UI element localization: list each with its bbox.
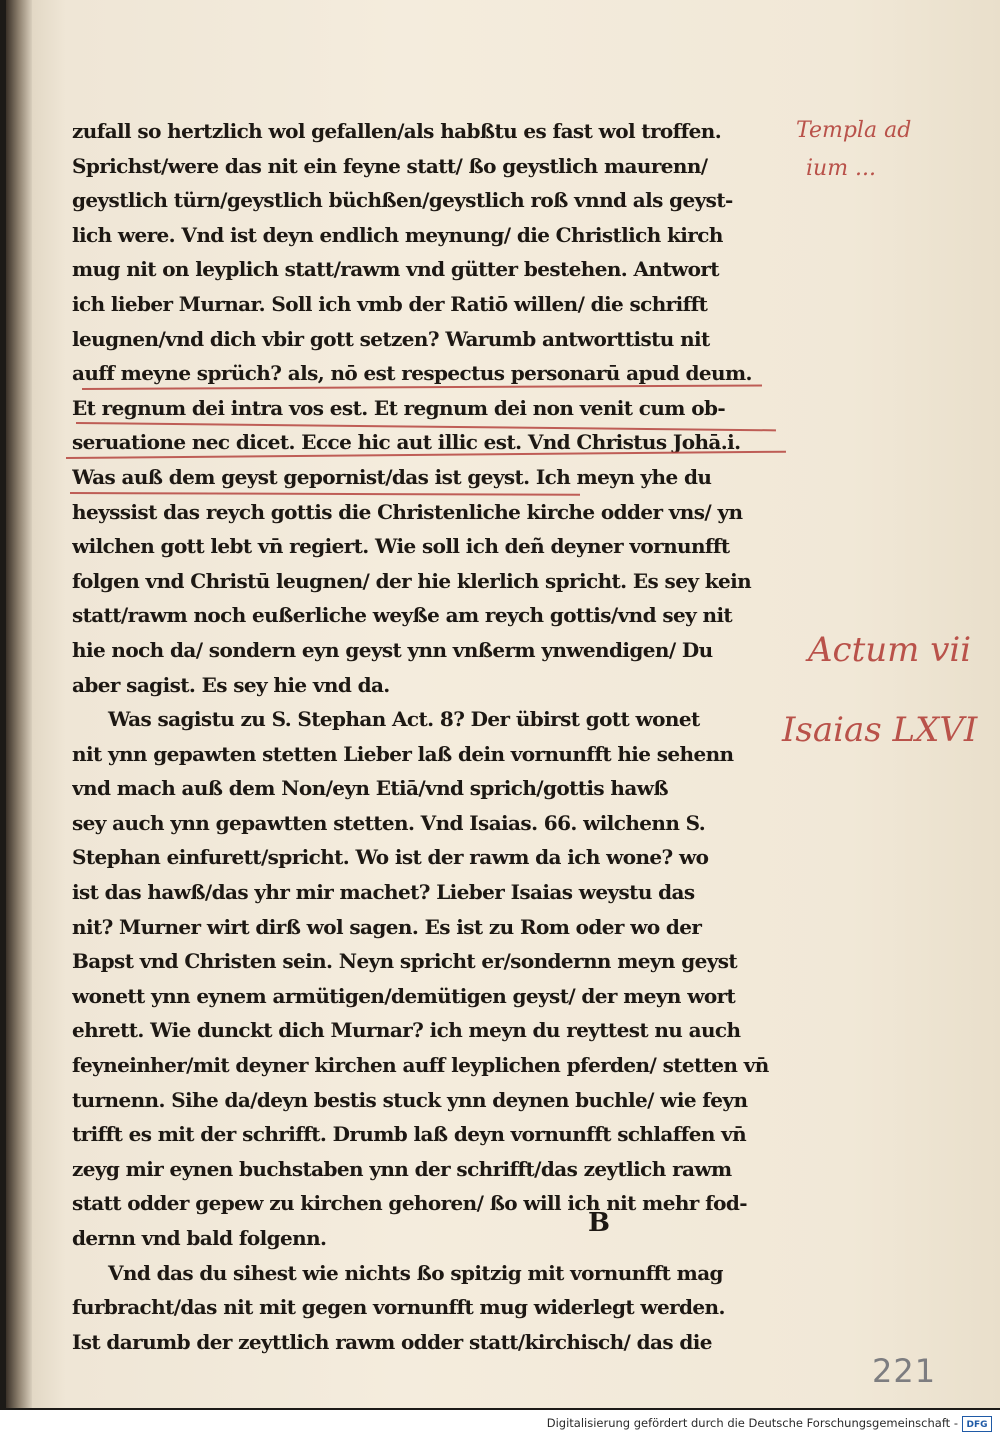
text-line: Stephan einfurett/spricht. Wo ist der rawm da ich wone? wo [72,845,709,870]
book-page [6,0,1000,1408]
margin-note-templa: Templa ad [796,118,912,143]
text-line: geystlich türn/geystlich büchßen/geystlich roß vnnd als geyst- [72,188,733,213]
text-line: ist das hawß/das yhr mir machet? Lieber Isaias weystu das [72,880,695,905]
text-line: folgen vnd Christū leugnen/ der hie klerlich spricht. Es sey kein [72,568,752,593]
text-line: statt/rawm noch eußerliche weyße am reych gottis/vnd sey nit [72,603,733,628]
text-line: ich lieber Murnar. Soll ich vmb der Ratiō willen/ die schrifft [72,291,708,316]
footer-bar [0,1410,1000,1438]
text-line: leugnen/vnd dich vbir gott setzen? Warumb antworttistu nit [72,326,710,351]
text-line: heyssist das reych gottis die Christenliche kirche odder vns/ yn [72,499,743,524]
text-line: sey auch ynn gepawtten stetten. Vnd Isaias. 66. wilchenn S. [72,810,706,835]
text-line: turnenn. Sihe da/deyn bestis stuck ynn deynen buchle/ wie feyn [72,1087,748,1112]
text-line: vnd mach auß dem Non/eyn Etiā/vnd sprich/gottis hawß [72,776,668,801]
funding-credit: Digitalisierung gefördert durch die Deutsche Forschungsgemeinschaft - [546,1416,958,1430]
text-line: aber sagist. Es sey hie vnd da. [72,672,390,697]
text-line: wilchen gott lebt vn̄ regiert. Wie soll ich deñ deyner vornunfft [72,534,730,559]
text-line: furbracht/das nit mit gegen vornunfft mug widerlegt werden. [72,1295,725,1320]
printed-text-block [72,114,772,1359]
text-line: statt odder gepew zu kirchen gehoren/ ßo will ich nit mehr fod- [72,1191,747,1216]
text-line: hie noch da/ sondern eyn geyst ynn vnßerm ynwendigen/ Du [72,637,713,662]
text-line: trifft es mit der schrifft. Drumb laß deyn vornunfft schlaffen vn̄ [72,1122,747,1147]
text-line: zufall so hertzlich wol gefallen/als habßtu es fast wol troffen. [72,119,722,143]
text-line: seruatione nec dicet. Ecce hic aut illic est. Vnd Christus Johā.i. [72,430,741,455]
text-line: ehrett. Wie dunckt dich Murnar? ich meyn du reyttest nu auch [72,1018,741,1043]
signature-mark: B [588,1208,610,1238]
pencil-page-number: 221 [872,1352,937,1390]
text-line: nit? Murner wirt dirß wol sagen. Es ist zu Rom oder wo der [72,914,702,939]
text-line: Ist darumb der zeyttlich rawm odder statt/kirchisch/ das die [72,1329,712,1354]
text-line: nit ynn gepawten stetten Lieber laß dein vornunfft hie sehenn [72,741,734,766]
text-line: Sprichst/were das nit ein feyne statt/ ßo geystlich maurenn/ [72,153,708,178]
page-gutter-shadow [6,0,32,1408]
margin-note-templa-cont: ium ... [806,156,877,181]
text-line: Et regnum dei intra vos est. Et regnum dei non venit cum ob- [72,395,726,420]
text-line: Bapst vnd Christen sein. Neyn spricht er/sondernn meyn geyst [72,949,738,974]
text-line: Vnd das du sihest wie nichts ßo spitzig mit vornunfft mag [108,1260,723,1285]
text-line: lich were. Vnd ist deyn endlich meynung/ die Christlich kirch [72,222,723,247]
text-line: zeyg mir eynen buchstaben ynn der schrifft/das zeytlich rawm [72,1156,732,1181]
text-line: wonett ynn eynem armütigen/demütigen geyst/ der meyn wort [72,983,736,1008]
text-line: Was auß dem geyst gepornist/das ist geyst. Ich meyn yhe du [72,464,712,489]
text-line: mug nit on leyplich statt/rawm vnd gütter bestehen. Antwort [72,257,719,282]
dfg-logo-icon: DFG [962,1416,992,1432]
text-line: feyneinher/mit deyner kirchen auff leyplichen pferden/ stetten vn̄ [72,1053,769,1078]
margin-note-acts: Actum vii [808,630,972,670]
margin-note-isaias: Isaias LXVI [782,710,978,750]
text-line: dernn vnd bald folgenn. [72,1226,327,1250]
text-line: Was sagistu zu S. Stephan Act. 8? Der übirst gott wonet [108,707,700,732]
text-line: auff meyne sprüch? als, nō est respectus personarū apud deum. [72,361,752,386]
